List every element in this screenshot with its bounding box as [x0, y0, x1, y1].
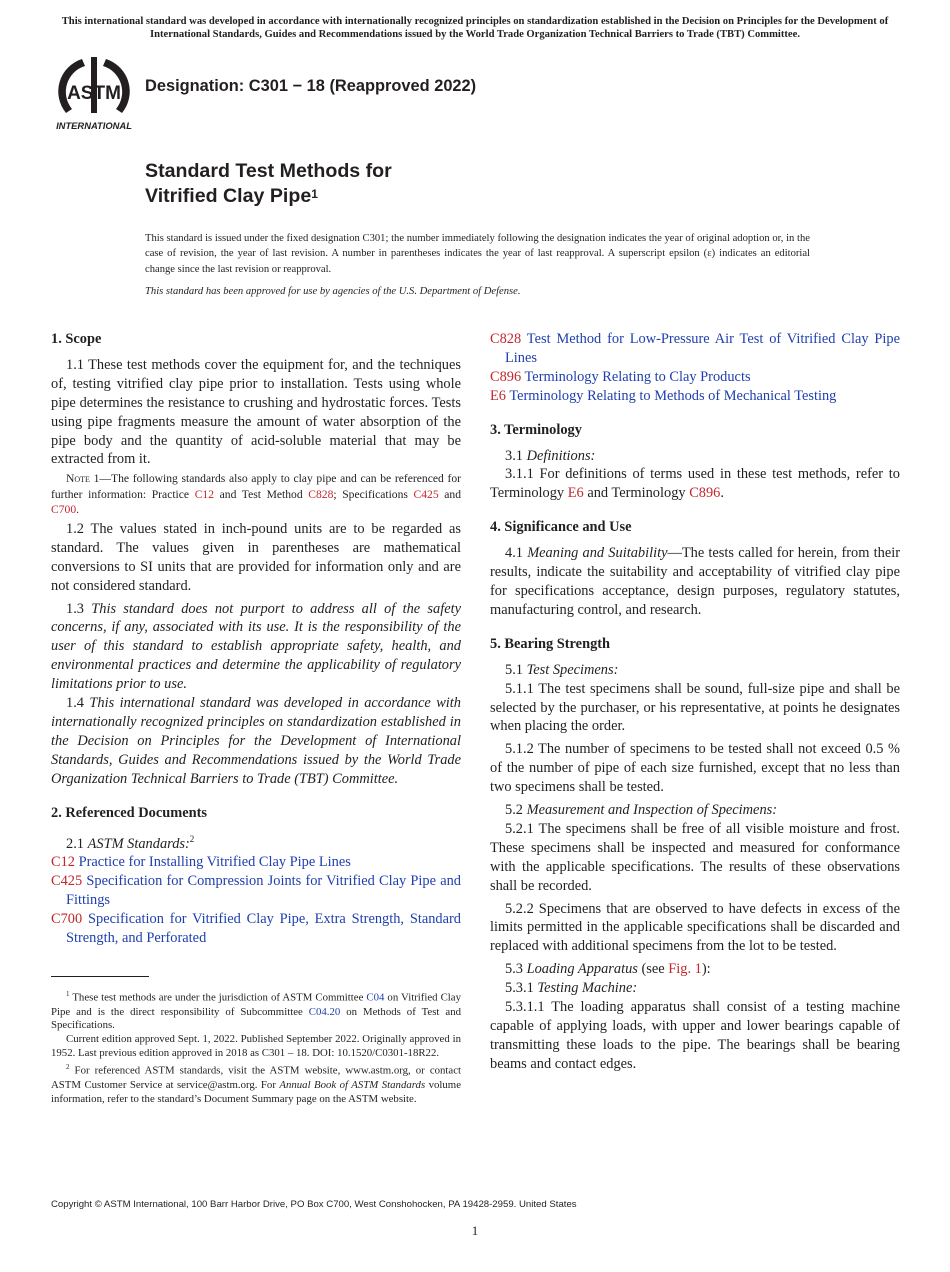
- ref-title[interactable]: Terminology Relating to Methods of Mechanical Testing: [506, 387, 837, 404]
- section-significance: [490, 518, 900, 620]
- footnotes: [51, 988, 461, 1106]
- paragraph-text: ASTM Standards:: [87, 835, 190, 852]
- ref-code[interactable]: C896: [490, 368, 522, 385]
- ref-code[interactable]: C700: [51, 910, 83, 927]
- title-footnote-mark[interactable]: 1: [311, 187, 318, 201]
- footnote-text: Annual Book of ASTM Standards: [279, 1078, 426, 1091]
- paragraph-1-2: 1.2 The values stated in inch-pound units are to be regarded as standard. The values given in parentheses are mathematical conversions to SI units that are provided for information only and are not considered standard.: [51, 520, 461, 594]
- footnote-2: [51, 1061, 461, 1106]
- issued-note: This standard is issued under the fixed designation C301; the number immediately following the designation indicates the year of original adoption or, in the case of revision, the year of last revision. A number in parentheses indicates the year of last reapproval. A superscript epsilon (ε) indicates an editorial change since the last revision or reapproval.: [145, 233, 810, 275]
- paragraph-5-3: [490, 960, 900, 979]
- footnote-divider: [51, 976, 149, 977]
- footnote-mark[interactable]: 2: [189, 833, 195, 844]
- section-heading-significance: 4. Significance and Use: [490, 519, 632, 536]
- paragraph-5-1: [490, 661, 900, 680]
- title-line-2: [145, 184, 392, 209]
- paragraph-number: 5.1: [505, 661, 527, 678]
- ref-item-c896[interactable]: [490, 368, 900, 387]
- section-heading-referenced-documents: 2. Referenced Documents: [51, 804, 207, 821]
- paragraph-1-1: 1.1 These test methods cover the equipment for, and the techniques of, testing vitrified clay pipe prior to installation. Tests using whole pipe determines the resistance to crushing and hydrostatic forces. Tests using pipe fragments measure the amount of water absorption of the pipe body and the quantity of acid-soluble material that may be extracted from it.: [51, 356, 461, 468]
- paragraph-text: Testing Machine:: [537, 980, 638, 997]
- section-referenced-documents: [51, 804, 461, 948]
- paragraph-text: Definitions:: [526, 447, 596, 464]
- ref-code[interactable]: C12: [51, 854, 75, 871]
- paragraph-3-1: [490, 447, 900, 466]
- copyright: Copyright © ASTM International, 100 Barr Harbor Drive, PO Box C700, West Conshohocken, PA 19428-2959. United States: [51, 1199, 577, 1210]
- footnote-text: on Vitrified Clay Pipe and is the direct responsibility of Subcommittee: [51, 991, 461, 1018]
- logo-text: ASTM: [67, 83, 121, 104]
- note-label: Note: [66, 472, 90, 486]
- link-subcommittee-c04-20[interactable]: C04.20: [308, 1005, 341, 1018]
- paragraph-text: Loading Apparatus: [526, 961, 638, 978]
- paragraph-text: Measurement and Inspection of Specimens:: [526, 802, 778, 819]
- ref-code[interactable]: E6: [490, 387, 506, 404]
- ref-title[interactable]: Specification for Compression Joints for Vitrified Clay Pipe and Fittings: [66, 873, 461, 909]
- link-c12[interactable]: C12: [194, 487, 215, 501]
- title-line-1: Standard Test Methods for: [145, 160, 392, 182]
- note-1: [51, 471, 461, 517]
- footnote-text: on Methods of Test and Specifications.: [51, 1005, 461, 1032]
- ref-code[interactable]: C828: [490, 331, 522, 347]
- footnote-mark: 1: [66, 990, 70, 998]
- ref-code[interactable]: C425: [51, 873, 83, 890]
- paragraph-text: and Terminology: [583, 485, 690, 502]
- paragraph-5-2-2: 5.2.2 Specimens that are observed to have defects in excess of the limits permitted in the applicable specifications shall be discarded and replaced with additional specimens from the lot to be tested.: [490, 900, 900, 955]
- paragraph-text: 3.1.1 For definitions of terms used in these test methods, refer to Terminology: [490, 466, 900, 502]
- note-text: and Test Method: [214, 487, 309, 501]
- paragraph-5-2: [490, 801, 900, 820]
- paragraph-text: .: [720, 485, 724, 502]
- tbt-notice: This international standard was developed in accordance with internationally recognized principles on standardization established in the Decision on Principles for the Development of International Standards, Guides and Recommendations issued by the World Trade Organization Technical Barriers to Trade (TBT) Committee.: [61, 16, 889, 40]
- paragraph-text: ):: [701, 961, 711, 978]
- link-c425[interactable]: C425: [413, 487, 439, 501]
- ref-item-c700[interactable]: [51, 910, 461, 948]
- paragraph-number: 4.1: [505, 545, 528, 562]
- paragraph-5-2-1: 5.2.1 The specimens shall be free of all visible moisture and frost. These specimens shall be inspected and measured for conformance with the applicable specifications. The results of these observations shall be recorded.: [490, 820, 900, 894]
- paragraph-number: 1.4: [66, 695, 90, 712]
- footnote-mark: 2: [66, 1063, 70, 1072]
- paragraph-text: Meaning and Suitability: [527, 545, 668, 562]
- ref-title[interactable]: Specification for Vitrified Clay Pipe, Extra Strength, Standard Strength, and Perforated: [66, 910, 461, 946]
- note-text: ; Specifications: [333, 487, 414, 501]
- paragraph-text: —The tests called for herein, from their results, indicate the suitability and acceptability of vitrified clay pipe for specifications acceptance, design purposes, regulatory statutes, manufacturing control, and research.: [490, 545, 900, 618]
- section-heading-scope: 1. Scope: [51, 331, 102, 347]
- link-c700[interactable]: C700: [51, 502, 77, 516]
- section-heading-bearing-strength: 5. Bearing Strength: [490, 635, 611, 652]
- note-text: and: [438, 487, 462, 501]
- ref-item-c828[interactable]: [490, 330, 900, 368]
- ref-title[interactable]: Test Method for Low-Pressure Air Test of Vitrified Clay Pipe Lines: [505, 331, 900, 366]
- paragraph-5-1-1: 5.1.1 The test specimens shall be sound, full-size pipe and shall be selected by the purchaser, or his representative, at points he designates when placing the order.: [490, 680, 900, 735]
- paragraph-number: 5.3: [505, 961, 527, 978]
- link-committee-c04[interactable]: C04: [366, 991, 385, 1004]
- logo-subtext: INTERNATIONAL: [56, 120, 132, 131]
- paragraph-4-1: [490, 544, 900, 620]
- paragraph-text: This standard does not purport to address all of the safety concerns, if any, associated with its use. It is the responsibility of the user of this standard to establish appropriate safety, health, and environmental practices and determine the applicability of regulatory limitations prior to use.: [51, 600, 461, 693]
- ref-item-e6[interactable]: [490, 387, 900, 406]
- link-c896[interactable]: C896: [689, 485, 721, 502]
- approved-note: This standard has been approved for use by agencies of the U.S. Department of Defense.: [145, 286, 521, 297]
- paragraph-5-3-1: [490, 979, 900, 998]
- paragraph-3-1-1: [490, 465, 900, 503]
- paragraph-text: Test Specimens:: [526, 661, 619, 678]
- paragraph-5-1-2: 5.1.2 The number of specimens to be tested shall not exceed 0.5 % of the number of pipe of each size furnished, except that no less than two specimens shall be tested.: [490, 741, 900, 796]
- paragraph-5-3-1-1: 5.3.1.1 The loading apparatus shall consist of a testing machine capable of applying loads, with upper and lower bearings capable of transmitting these loads to the pipe. The bearings shall be bearing beams and contact edges.: [490, 999, 900, 1072]
- note-text: .: [76, 502, 80, 516]
- ref-item-c425[interactable]: [51, 872, 461, 910]
- left-column: [51, 330, 461, 948]
- paragraph-number: 2.1: [66, 835, 88, 852]
- link-fig-1[interactable]: Fig. 1: [668, 961, 702, 978]
- paragraph-text: (see: [637, 961, 669, 978]
- section-heading-terminology: 3. Terminology: [490, 421, 582, 438]
- paragraph-number: 5.3.1: [505, 980, 538, 997]
- paragraph-1-4: [51, 694, 461, 789]
- astm-logo-icon: [52, 55, 136, 133]
- page-number: 1: [471, 1223, 479, 1238]
- ref-title[interactable]: Practice for Installing Vitrified Clay Pipe Lines: [75, 854, 351, 871]
- paragraph-number: 3.1: [505, 447, 527, 464]
- note-text: 1—The following standards also apply to clay pipe and can be referenced for further information: Practice: [51, 472, 461, 501]
- paragraph-number: 5.2: [505, 802, 527, 819]
- document-title: [145, 159, 392, 209]
- ref-title[interactable]: Terminology Relating to Clay Products: [521, 368, 751, 385]
- paragraph-2-1: [51, 830, 461, 854]
- paragraph-1-3: [51, 600, 461, 695]
- footnote-text: For referenced ASTM standards, visit the ASTM website, www.astm.org, or contact ASTM Customer Service at service@astm.org. For: [51, 1064, 461, 1091]
- ref-item-c12[interactable]: [51, 853, 461, 872]
- title-text: Vitrified Clay Pipe: [145, 185, 312, 207]
- footnote-text: These test methods are under the jurisdiction of ASTM Committee: [69, 991, 367, 1004]
- right-column: [490, 330, 900, 1074]
- section-bearing-strength: [490, 635, 900, 1074]
- section-terminology: [490, 421, 900, 504]
- designation: Designation: C301 − 18 (Reapproved 2022): [145, 77, 477, 95]
- footnote-text: volume information, refer to the standard’s Document Summary page on the ASTM website.: [51, 1078, 461, 1105]
- link-c828[interactable]: C828: [308, 487, 334, 501]
- paragraph-text: This international standard was developed in accordance with internationally recognized principles on standardization established in the Decision on Principles for the Development of International Standards, Guides and Recommendations issued by the World Trade Organization Technical Barriers to Trade (TBT) Committee.: [51, 695, 461, 787]
- footnote-edition: Current edition approved Sept. 1, 2022. Published September 2022. Originally approved in 1952. Last previous edition approved in 2018 as C301 – 18. DOI: 10.1520/C0301-18R22.: [51, 1033, 461, 1060]
- link-e6[interactable]: E6: [567, 485, 584, 502]
- paragraph-number: 1.3: [66, 600, 92, 617]
- footnote-1: [51, 988, 461, 1033]
